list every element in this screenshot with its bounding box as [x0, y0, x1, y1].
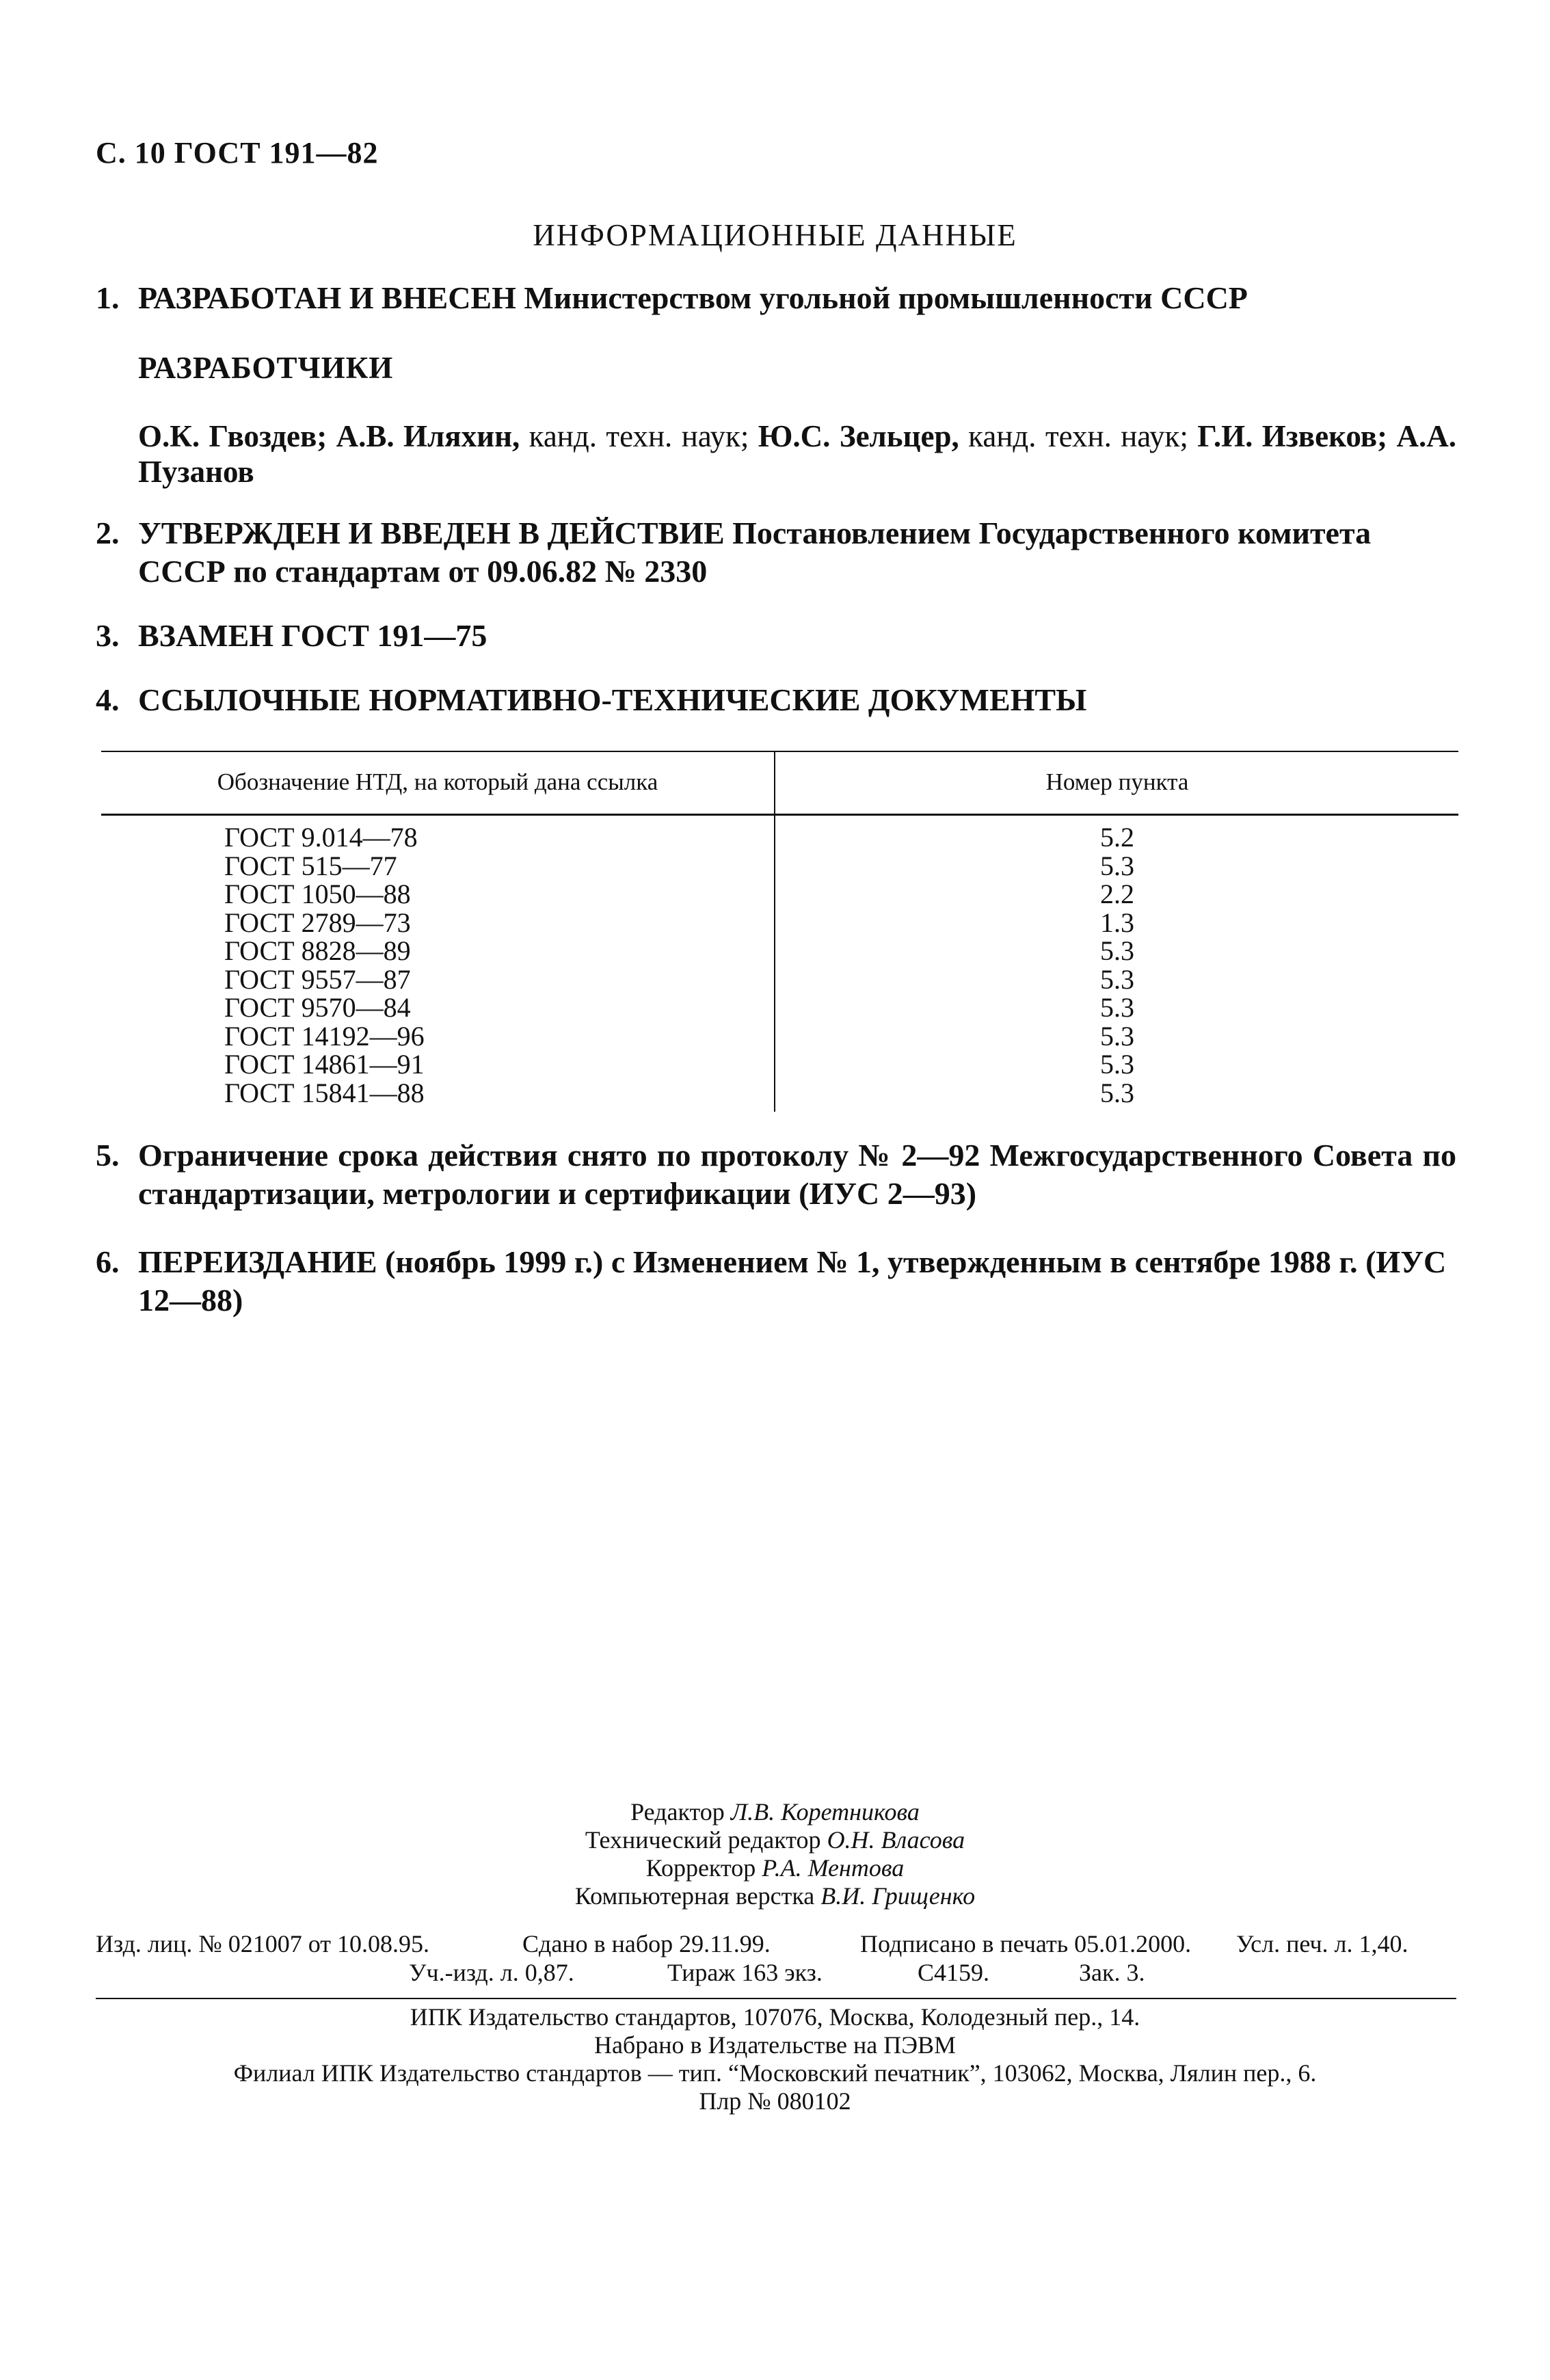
info-item-approved — [96, 514, 1456, 591]
credit-name: Л.В. Коретникова — [730, 1798, 920, 1826]
doc-cell: ГОСТ 515—77 — [224, 850, 397, 881]
credits-block — [0, 1798, 1550, 1910]
table-row — [101, 909, 1458, 937]
credit-role: Компьютерная верстка — [574, 1882, 821, 1910]
table-top-rule — [101, 751, 1458, 752]
publication-license: Изд. лиц. № 021007 от 10.08.95. — [96, 1930, 429, 1957]
credit-line — [0, 1882, 1550, 1910]
publication-pub-sheets: Уч.-изд. л. 0,87. — [409, 1959, 574, 1986]
imprint-rule — [96, 1998, 1456, 1999]
item-number: 1. — [96, 280, 120, 315]
publication-code: С4159. — [918, 1959, 990, 1986]
publication-print-sheets: Усл. печ. л. 1,40. — [1236, 1930, 1408, 1957]
clause-cell: 1.3 — [1100, 907, 1134, 938]
table-row — [101, 880, 1458, 909]
table-row — [101, 937, 1458, 965]
table-header-rule — [101, 814, 1458, 816]
credit-line — [0, 1854, 1550, 1882]
item-text: ВЗАМЕН ГОСТ 191—75 — [138, 618, 487, 653]
info-item-replaces — [96, 617, 1456, 655]
column-header-document: Обозначение НТД, на который дана ссылка — [217, 768, 658, 795]
publication-circulation: Тираж 163 экз. — [667, 1959, 823, 1986]
clause-cell: 5.3 — [1100, 1077, 1134, 1108]
clause-cell: 5.3 — [1100, 963, 1134, 995]
item-number: 6. — [96, 1244, 120, 1279]
table-row — [101, 852, 1458, 881]
doc-cell: ГОСТ 9570—84 — [224, 992, 411, 1023]
item-text: Ограничение срока действия снято по протоколу № 2—92 Межгосударственного Совета по стандартизации, метрологии и сертификации (ИУС 2—93) — [138, 1138, 1456, 1211]
table-row — [101, 1022, 1458, 1051]
item-lead: РАЗРАБОТАН И ВНЕСЕН — [138, 280, 516, 315]
item-number: 4. — [96, 682, 120, 717]
doc-cell: ГОСТ 9.014—78 — [224, 822, 418, 853]
item-lead: УТВЕРЖДЕН И ВВЕДЕН В ДЕЙСТВИЕ — [138, 516, 725, 550]
publication-order: Зак. 3. — [1079, 1959, 1145, 1986]
credit-name: Р.А. Ментова — [762, 1854, 905, 1882]
clause-cell: 5.3 — [1100, 1020, 1134, 1052]
credit-name: В.И. Грищенко — [820, 1882, 976, 1910]
doc-cell: ГОСТ 2789—73 — [224, 907, 411, 938]
info-item-validity — [96, 1136, 1456, 1213]
doc-cell: ГОСТ 1050—88 — [224, 879, 411, 909]
clause-cell: 5.3 — [1100, 992, 1134, 1023]
developer-names: Г.И. Извеков; А.А. Пузанов — [138, 419, 1456, 489]
developers-list — [138, 418, 1456, 490]
credit-name: О.Н. Власова — [827, 1826, 965, 1854]
credit-line — [0, 1798, 1550, 1826]
doc-cell: ГОСТ 9557—87 — [224, 963, 411, 995]
item-text: Постановлением Государственного комитета СССР по стандартам от 09.06.82 № 2330 — [138, 516, 1372, 589]
column-header-clause: Номер пункта — [1045, 768, 1189, 795]
item-number: 5. — [96, 1138, 120, 1173]
imprint-line: Набрано в Издательстве на ПЭВМ — [593, 2031, 957, 2059]
clause-cell: 5.3 — [1100, 850, 1134, 881]
developer-names: Ю.С. Зельцер, — [758, 419, 959, 453]
info-item-references — [96, 681, 1456, 719]
doc-cell: ГОСТ 15841—88 — [224, 1077, 425, 1108]
info-item-developed — [96, 279, 1456, 317]
info-item-reissue — [96, 1243, 1456, 1320]
clause-cell: 5.2 — [1100, 822, 1134, 853]
imprint-line: Плр № 080102 — [699, 2087, 851, 2115]
developer-names: О.К. Гвоздев; А.В. Иляхин, — [138, 419, 520, 453]
reference-table — [101, 751, 1458, 1112]
imprint-line: Филиал ИПК Издательство стандартов — тип. “Московский печатник”, 103062, Москва, Лялин пер., 6. — [233, 2059, 1317, 2087]
item-text: ССЫЛОЧНЫЕ НОРМАТИВНО-ТЕХНИЧЕСКИЕ ДОКУМЕНТЫ — [138, 682, 1087, 717]
item-text: ПЕРЕИЗДАНИЕ (ноябрь 1999 г.) с Изменением № 1, утвержденным в сентябре 1988 г. (ИУС 12—88) — [138, 1244, 1447, 1318]
item-text: Министерством угольной промышленности СССР — [516, 280, 1248, 315]
developer-degree: канд. техн. наук; — [959, 419, 1198, 453]
table-row — [101, 1079, 1458, 1108]
table-body — [101, 823, 1458, 1107]
imprint-block — [0, 2003, 1550, 2115]
doc-cell: ГОСТ 14861—91 — [224, 1049, 425, 1080]
credit-role: Редактор — [630, 1798, 731, 1826]
publication-sent: Сдано в набор 29.11.99. — [522, 1930, 771, 1957]
table-row — [101, 1050, 1458, 1079]
clause-cell: 2.2 — [1100, 879, 1134, 909]
table-row — [101, 993, 1458, 1022]
item-number: 3. — [96, 618, 120, 653]
publication-signed: Подписано в печать 05.01.2000. — [860, 1930, 1192, 1957]
clause-cell: 5.3 — [1100, 1049, 1134, 1080]
doc-cell: ГОСТ 14192—96 — [224, 1020, 425, 1052]
credit-role: Технический редактор — [585, 1826, 827, 1854]
developers-heading: РАЗРАБОТЧИКИ — [138, 351, 394, 385]
page-header: С. 10 ГОСТ 191—82 — [96, 136, 379, 170]
credit-role: Корректор — [645, 1854, 762, 1882]
doc-cell: ГОСТ 8828—89 — [224, 935, 411, 966]
credit-line — [0, 1826, 1550, 1854]
clause-cell: 5.3 — [1100, 935, 1134, 966]
table-row — [101, 823, 1458, 852]
table-row — [101, 965, 1458, 994]
developer-degree: канд. техн. наук; — [520, 419, 758, 453]
item-number: 2. — [96, 516, 120, 550]
page-title: ИНФОРМАЦИОННЫЕ ДАННЫЕ — [533, 218, 1017, 252]
imprint-line: ИПК Издательство стандартов, 107076, Москва, Колодезный пер., 14. — [410, 2003, 1140, 2031]
